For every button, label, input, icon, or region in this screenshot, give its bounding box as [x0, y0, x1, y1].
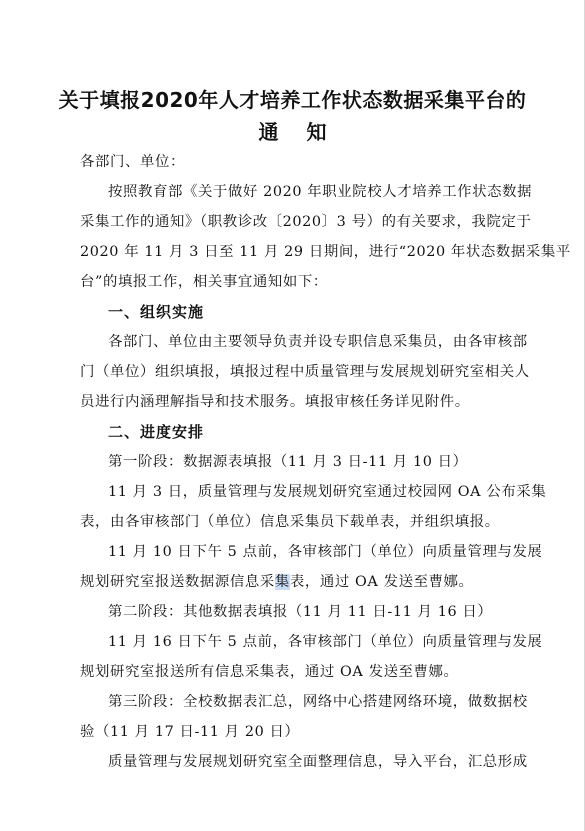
paragraph-line: 11 月 3 日，质量管理与发展规划研究室通过校园网 OA 公布采集 [108, 484, 547, 500]
paragraph-line: 台”的填报工作，相关事宜通知如下： [80, 274, 328, 290]
text-segment: 规划研究室报送数据源信息采 [80, 574, 275, 590]
paragraph-line: 11 月 16 日下午 5 点前，各审核部门（单位）向质量管理与发展 [108, 634, 543, 650]
paragraph-line: 表，由各审核部门（单位）信息采集员下载单表，并组织填报。 [80, 514, 500, 530]
paragraph-line: 2020 年 11 月 3 日至 11 月 29 日期间，进行“2020 年状态数据采集平 [80, 244, 571, 260]
text-selection-highlight[interactable]: 集 [274, 574, 290, 590]
paragraph-line: 按照教育部《关于做好 2020 年职业院校人才培养工作状态数据 [108, 184, 533, 200]
paragraph-line: 11 月 10 日下午 5 点前，各审核部门（单位）向质量管理与发展 [108, 544, 543, 560]
phase-heading-3: 第三阶段：全校数据表汇总，网络中心搭建网络环境，做数据校 [108, 694, 528, 710]
paragraph-line: 各部门、单位由主要领导负责并设专职信息采集员，由各审核部 [108, 334, 528, 350]
paragraph-line: 验（11 月 17 日-11 月 20 日） [80, 724, 300, 740]
document-title-line2: 通知 [258, 120, 355, 144]
paragraph-line: 质量管理与发展规划研究室全面整理信息，导入平台，汇总形成 [108, 754, 528, 770]
phase-heading-2: 第二阶段：其他数据表填报（11 月 11 日-11 月 16 日） [108, 604, 493, 620]
section-heading-organization: 一、组织实施 [108, 303, 205, 321]
document-title-line1: 关于填报2020年人才培养工作状态数据采集平台的 [58, 88, 527, 112]
text-segment: 表，通过 OA 发送至曹娜。 [289, 574, 474, 590]
paragraph-line: 门（单位）组织填报，填报过程中质量管理与发展规划研究室相关人 [80, 364, 530, 380]
section-heading-schedule: 二、进度安排 [108, 423, 205, 441]
phase-heading-1: 第一阶段：数据源表填报（11 月 3 日-11 月 10 日） [108, 454, 468, 470]
paragraph-line: 规划研究室报送所有信息采集表，通过 OA 发送至曹娜。 [80, 664, 459, 680]
paragraph-line: 采集工作的通知》（职教诊改〔2020〕3 号）的有关要求，我院定于 [80, 214, 532, 230]
salutation: 各部门、单位： [80, 154, 185, 170]
paragraph-line [80, 572, 500, 592]
paragraph-line: 员进行内涵理解指导和技术服务。填报审核任务详见附件。 [80, 394, 470, 410]
